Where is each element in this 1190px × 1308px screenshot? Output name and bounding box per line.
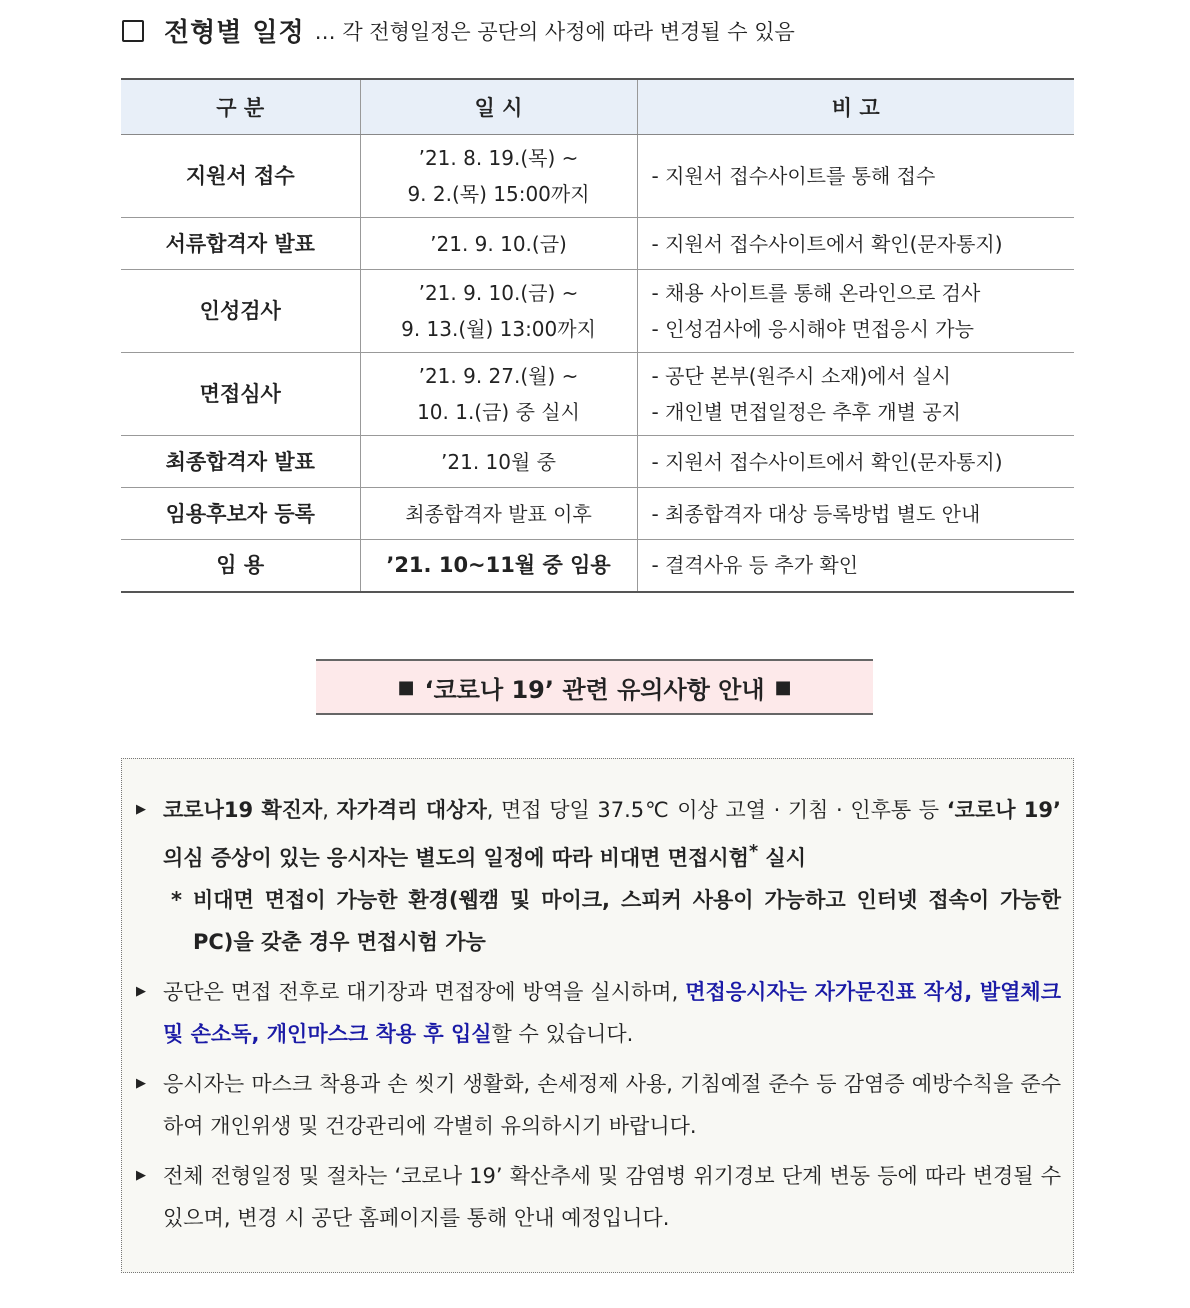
row-category: 임용후보자 등록 [121, 488, 360, 540]
triangle-bullet-icon: ▶ [136, 1168, 146, 1183]
row-note-line: - 공단 본부(원주시 소재)에서 실시 [651, 364, 951, 388]
triangle-bullet-icon: ▶ [136, 984, 146, 999]
row-note [637, 270, 1074, 353]
table-header-row [121, 79, 1074, 135]
row-category: 임 용 [121, 540, 360, 592]
row-category: 지원서 접수 [121, 135, 360, 218]
row-note-line: - 개인별 면접일정은 추후 개별 공지 [651, 400, 961, 424]
notice-highlight-text: 면접응시자는 자가문진표 작성, 발열체크 및 손소독, 개인마스크 착용 후 입실 [163, 980, 1061, 1046]
triangle-bullet-icon: ▶ [136, 802, 146, 817]
notice-footnote [163, 879, 1061, 963]
row-date: ’21. 10~11월 중 임용 [360, 540, 637, 592]
row-date-line: 10. 1.(금) 중 실시 [417, 400, 580, 424]
footnote-star: * [171, 888, 182, 912]
row-note-line: - 지원서 접수사이트를 통해 접수 [651, 164, 936, 188]
row-date: ’21. 9. 10.(금) [360, 218, 637, 270]
footnote-text: 비대면 면접이 가능한 환경(웹캠 및 마이크, 스피커 사용이 가능하고 인터넷 접속이 가능한 PC)을 갖춘 경우 면접시험 가능 [193, 888, 1061, 954]
notice-text: 응시자는 마스크 착용과 손 씻기 생활화, 손세정제 사용, 기침예절 준수 등 감염증 예방수칙을 준수하여 개인위생 및 건강관리에 각별히 유의하시기 바랍니다. [163, 1072, 1061, 1138]
square-bullet-icon: ■ [774, 676, 792, 698]
schedule-table [121, 78, 1074, 593]
notice-bold-text: 실시 [758, 846, 806, 870]
row-category: 면접심사 [121, 353, 360, 436]
table-row [121, 135, 1074, 218]
row-date-line: ’21. 9. 10.(금) ~ [418, 281, 579, 305]
square-bullet-icon: ■ [397, 676, 415, 698]
header-category: 구 분 [121, 79, 360, 135]
row-date [360, 270, 637, 353]
table-row [121, 218, 1074, 270]
table-row [121, 488, 1074, 540]
row-category: 인성검사 [121, 270, 360, 353]
notice-text: 전체 전형일정 및 절차는 ‘코로나 19’ 확산추세 및 감염병 위기경보 단계 변동 등에 따라 변경될 수 있으며, 변경 시 공단 홈페이지를 통해 안내 예정입니다. [163, 1164, 1061, 1230]
table-row [121, 436, 1074, 488]
section-heading [122, 12, 795, 49]
row-category: 서류합격자 발표 [121, 218, 360, 270]
notice-item-1 [136, 789, 1061, 963]
row-note [637, 353, 1074, 436]
row-date-line: ’21. 9. 27.(월) ~ [418, 364, 579, 388]
covid-notice-banner [316, 659, 873, 715]
row-note-line: - 인성검사에 응시해야 면접응시 가능 [651, 317, 974, 341]
banner-title: ‘코로나 19’ 관련 유의사항 안내 [424, 675, 765, 704]
row-note-line: - 채용 사이트를 통해 온라인으로 검사 [651, 281, 981, 305]
header-note: 비 고 [637, 79, 1074, 135]
row-category: 최종합격자 발표 [121, 436, 360, 488]
notice-bold-text: 코로나19 확진자 [163, 798, 323, 822]
notice-text: 공단은 면접 전후로 대기장과 면접장에 방역을 실시하며, [163, 980, 686, 1004]
heading-note: … 각 전형일정은 공단의 사정에 따라 변경될 수 있음 [314, 19, 795, 44]
row-note: - 지원서 접수사이트에서 확인(문자통지) [637, 218, 1074, 270]
row-note: - 최종합격자 대상 등록방법 별도 안내 [637, 488, 1074, 540]
notice-text: , [322, 798, 337, 822]
notice-bold-text: 자가격리 대상자 [336, 798, 487, 822]
row-note [637, 135, 1074, 218]
covid-notice-box [121, 758, 1074, 1273]
header-date: 일 시 [360, 79, 637, 135]
row-date-line: 9. 2.(목) 15:00까지 [407, 182, 590, 206]
notice-item-3 [136, 1063, 1061, 1147]
row-date-line: 9. 13.(월) 13:00까지 [401, 317, 596, 341]
notice-item-2 [136, 971, 1061, 1055]
row-note: - 지원서 접수사이트에서 확인(문자통지) [637, 436, 1074, 488]
row-date: 최종합격자 발표 이후 [360, 488, 637, 540]
checkbox-square-icon [122, 20, 144, 42]
notice-text: 할 수 있습니다. [491, 1022, 634, 1046]
table-row [121, 353, 1074, 436]
row-date [360, 353, 637, 436]
table-row [121, 540, 1074, 592]
triangle-bullet-icon: ▶ [136, 1076, 146, 1091]
table-row [121, 270, 1074, 353]
notice-text: , 면접 당일 37.5℃ 이상 고열 · 기침 · 인후통 등 [486, 798, 947, 822]
footnote-marker: * [748, 842, 759, 862]
row-note: - 결격사유 등 추가 확인 [637, 540, 1074, 592]
notice-bold-text: ‘코로나 19’ 의심 증상이 있는 응시자는 별도의 일정에 따라 비대면 면접시험 [163, 798, 1061, 870]
row-date-line: ’21. 8. 19.(목) ~ [418, 146, 579, 170]
row-date [360, 135, 637, 218]
notice-item-4 [136, 1155, 1061, 1239]
row-date: ’21. 10월 중 [360, 436, 637, 488]
heading-title: 전형별 일정 [164, 18, 305, 48]
